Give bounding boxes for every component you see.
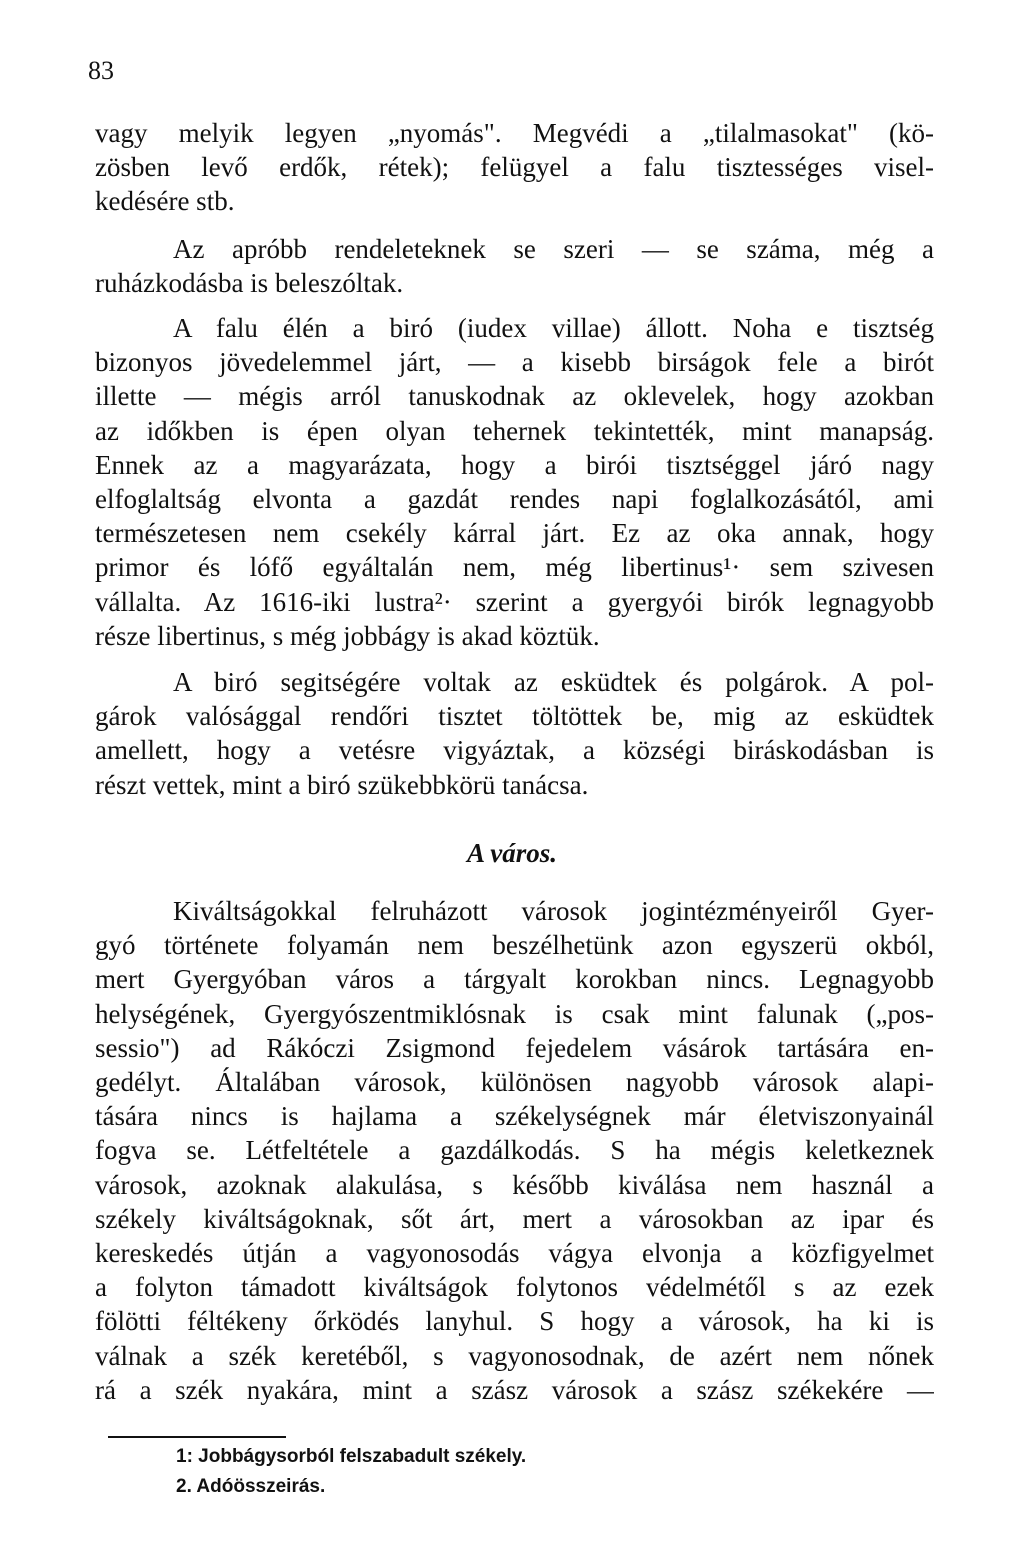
text-line: amellett, hogy a vetésre vigyáztak, a községi biráskodásban is bbox=[95, 735, 934, 766]
text-line: illette — mégis arról tanuskodnak az oklevelek, hogy azokban bbox=[95, 381, 934, 412]
text-line: az időkben is épen olyan tehernek tekintették, mint manapság. bbox=[95, 415, 934, 446]
text-line: zösben levő erdők, rétek); felügyel a falu tisztességes visel- bbox=[95, 152, 934, 183]
text-line: kedésére stb. bbox=[95, 186, 235, 217]
text-line: székely kiváltságoknak, sőt árt, mert a városokban az ipar és bbox=[95, 1203, 934, 1234]
text-line: Ennek az a magyarázata, hogy a birói tisztséggel járó nagy bbox=[95, 449, 934, 480]
text-line: bizonyos jövedelemmel járt, — a kisebb birságok fele a birót bbox=[95, 347, 934, 378]
text-line: sessio") ad Rákóczi Zsigmond fejedelem vásárok tartására en- bbox=[95, 1032, 934, 1063]
text-line: tására nincs is hajlama a székelységnek már életviszonyainál bbox=[95, 1101, 934, 1132]
text-line: primor és lófő egyáltalán nem, még libertinus¹· sem szivesen bbox=[95, 552, 934, 583]
section-heading: A város. bbox=[466, 838, 558, 868]
text-line: fölötti féltékeny őrködés lanyhul. S hogy a városok, ha ki is bbox=[95, 1306, 934, 1337]
text-line: részt vettek, mint a biró szükebbkörü tanácsa. bbox=[95, 769, 589, 800]
text-line: gyó története folyamán nem beszélhetünk azon egyszerü okból, bbox=[95, 930, 934, 961]
text-line: vállalta. Az 1616-iki lustra²· szerint a gyergyói birók legnagyobb bbox=[95, 586, 934, 617]
text-line: a folyton támadott kiváltságok folytonos védelmétől s az ezek bbox=[95, 1272, 934, 1303]
text-line: elfoglaltság elvonta a gazdát rendes napi foglalkozásától, ami bbox=[95, 484, 934, 515]
page-number: 83 bbox=[88, 56, 114, 85]
text-line: mert Gyergyóban város a tárgyalt korokban nincs. Legnagyobb bbox=[95, 964, 934, 995]
text-line: Az apróbb rendeleteknek se szeri — se száma, még a bbox=[173, 234, 934, 264]
text-line: városok, azoknak alakulása, s később kiválása nem használ a bbox=[95, 1169, 934, 1200]
text-line: fogva se. Létfeltétele a gazdálkodás. S ha mégis keletkeznek bbox=[95, 1135, 934, 1166]
text-line: kereskedés útján a vagyonosodás vágya elvonja a közfigyelmet bbox=[95, 1238, 934, 1269]
text-line: A biró segitségére voltak az esküdtek és polgárok. A pol- bbox=[173, 667, 934, 697]
text-line: válnak a szék keretéből, s vagyonosodnak, de azért nem nőnek bbox=[95, 1340, 934, 1371]
paragraph-2 bbox=[95, 232, 934, 300]
text-line: gedélyt. Általában városok, különösen nagyobb városok alapi- bbox=[95, 1067, 934, 1098]
footnote-divider bbox=[108, 1436, 286, 1438]
paragraph-5 bbox=[95, 894, 934, 1407]
text-line: vagy melyik legyen „nyomás". Megvédi a „tilalmasokat" (kö- bbox=[95, 118, 934, 148]
paragraph-4 bbox=[95, 665, 934, 802]
footnote-2: 2. Adóösszeirás. bbox=[176, 1476, 326, 1497]
paragraph-3 bbox=[95, 311, 934, 653]
text-line: ruházkodásba is beleszóltak. bbox=[95, 268, 404, 299]
text-line: gárok valósággal rendőri tisztet töltöttek be, mig az esküdtek bbox=[95, 701, 934, 732]
footnote-1: 1: Jobbágysorból felszabadult székely. bbox=[176, 1446, 527, 1467]
text-line: része libertinus, s még jobbágy is akad köztük. bbox=[95, 620, 600, 651]
text-line: Kiváltságokkal felruházott városok jogintézményeiről Gyer- bbox=[173, 896, 934, 926]
paragraph-1 bbox=[95, 116, 934, 219]
text-line: rá a szék nyakára, mint a szász városok a szász székekére — bbox=[95, 1374, 934, 1405]
text-line: természetesen nem csekély kárral járt. Ez az oka annak, hogy bbox=[95, 518, 934, 549]
text-line: A falu élén a biró (iudex villae) állott. Noha e tisztség bbox=[173, 313, 934, 343]
text-line: helységének, Gyergyószentmiklósnak is csak mint falunak („pos- bbox=[95, 998, 934, 1029]
